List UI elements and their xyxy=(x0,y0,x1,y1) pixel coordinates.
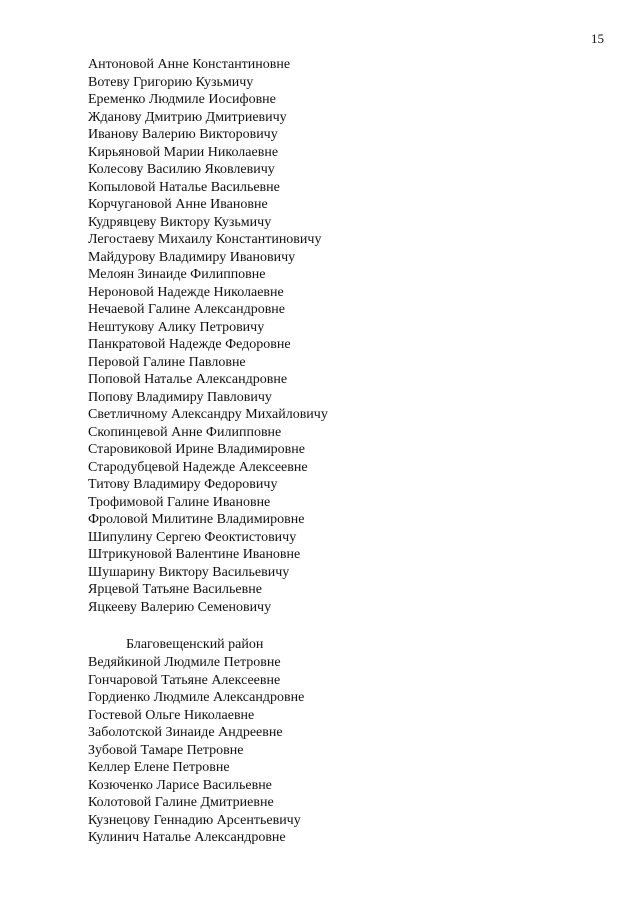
page-number: 15 xyxy=(591,31,604,46)
list-item: Яцкееву Валерию Семеновичу xyxy=(88,599,272,615)
list-item: Поповой Наталье Александровне xyxy=(88,372,288,387)
list-item: Вотеву Григорию Кузьмичу xyxy=(88,74,254,90)
list-item: Кузнецову Геннадию Арсентьевичу xyxy=(88,812,301,828)
list-item: Гордиенко Людмиле Александровне xyxy=(88,690,305,705)
list-item: Попову Владимиру Павловичу xyxy=(88,389,272,405)
list-item: Шушарину Виктору Васильевичу xyxy=(88,564,290,580)
list-item: Нечаевой Галине Александровне xyxy=(88,302,286,317)
list-item: Перовой Галине Павловне xyxy=(88,354,246,370)
list-item: Келлер Елене Петровне xyxy=(88,760,230,775)
list-item: Колесову Василию Яковлевичу xyxy=(88,162,275,177)
list-item: Колотовой Галине Дмитриевне xyxy=(88,795,274,810)
list-item: Мелоян Зинаиде Филипповне xyxy=(88,267,266,282)
section-heading: Благовещенский район xyxy=(126,637,264,652)
list-item: Корчугановой Анне Ивановне xyxy=(88,197,268,212)
recipient-list-first xyxy=(88,56,328,616)
list-item: Фроловой Милитине Владимировне xyxy=(88,512,305,527)
list-item: Гончаровой Татьяне Алексеевне xyxy=(88,672,281,688)
list-item: Заболотской Зинаиде Андреевне xyxy=(88,725,283,740)
list-item: Копыловой Наталье Васильевне xyxy=(88,179,280,195)
list-item: Еременко Людмиле Иосифовне xyxy=(88,92,276,107)
list-item: Антоновой Анне Константиновне xyxy=(88,57,291,72)
list-item: Светличному Александру Михайловичу xyxy=(88,407,328,422)
list-item: Старовиковой Ирине Владимировне xyxy=(88,442,305,457)
list-item: Трофимовой Галине Ивановне xyxy=(88,494,271,510)
list-item: Ярцевой Татьяне Васильевне xyxy=(88,582,262,597)
recipient-list-second xyxy=(88,654,304,847)
list-item: Титову Владимиру Федоровичу xyxy=(88,477,278,492)
list-item: Штрикуновой Валентине Ивановне xyxy=(88,547,301,562)
list-item: Скопинцевой Анне Филипповне xyxy=(88,424,282,440)
list-item: Кирьяновой Марии Николаевне xyxy=(88,144,279,160)
list-item: Кудрявцеву Виктору Кузьмичу xyxy=(88,214,272,230)
list-item: Козюченко Ларисе Васильевне xyxy=(88,777,272,793)
list-item: Шипулину Сергею Феоктистовичу xyxy=(88,529,297,545)
list-item: Майдурову Владимиру Ивановичу xyxy=(88,249,296,265)
list-item: Кулинич Наталье Александровне xyxy=(88,830,286,845)
list-item: Нештукову Алику Петровичу xyxy=(88,319,265,335)
list-item: Иванову Валерию Викторовичу xyxy=(88,127,278,142)
list-item: Ведяйкиной Людмиле Петровне xyxy=(88,655,281,670)
list-item: Жданову Дмитрию Дмитриевичу xyxy=(88,109,287,125)
list-item: Легостаеву Михаилу Константиновичу xyxy=(88,232,322,247)
list-item: Нероновой Надежде Николаевне xyxy=(88,284,284,300)
list-item: Стародубцевой Надежде Алексеевне xyxy=(88,459,308,475)
list-item: Панкратовой Надежде Федоровне xyxy=(88,337,291,352)
list-item: Зубовой Тамаре Петровне xyxy=(88,742,244,758)
list-item: Гостевой Ольге Николаевне xyxy=(88,707,255,723)
